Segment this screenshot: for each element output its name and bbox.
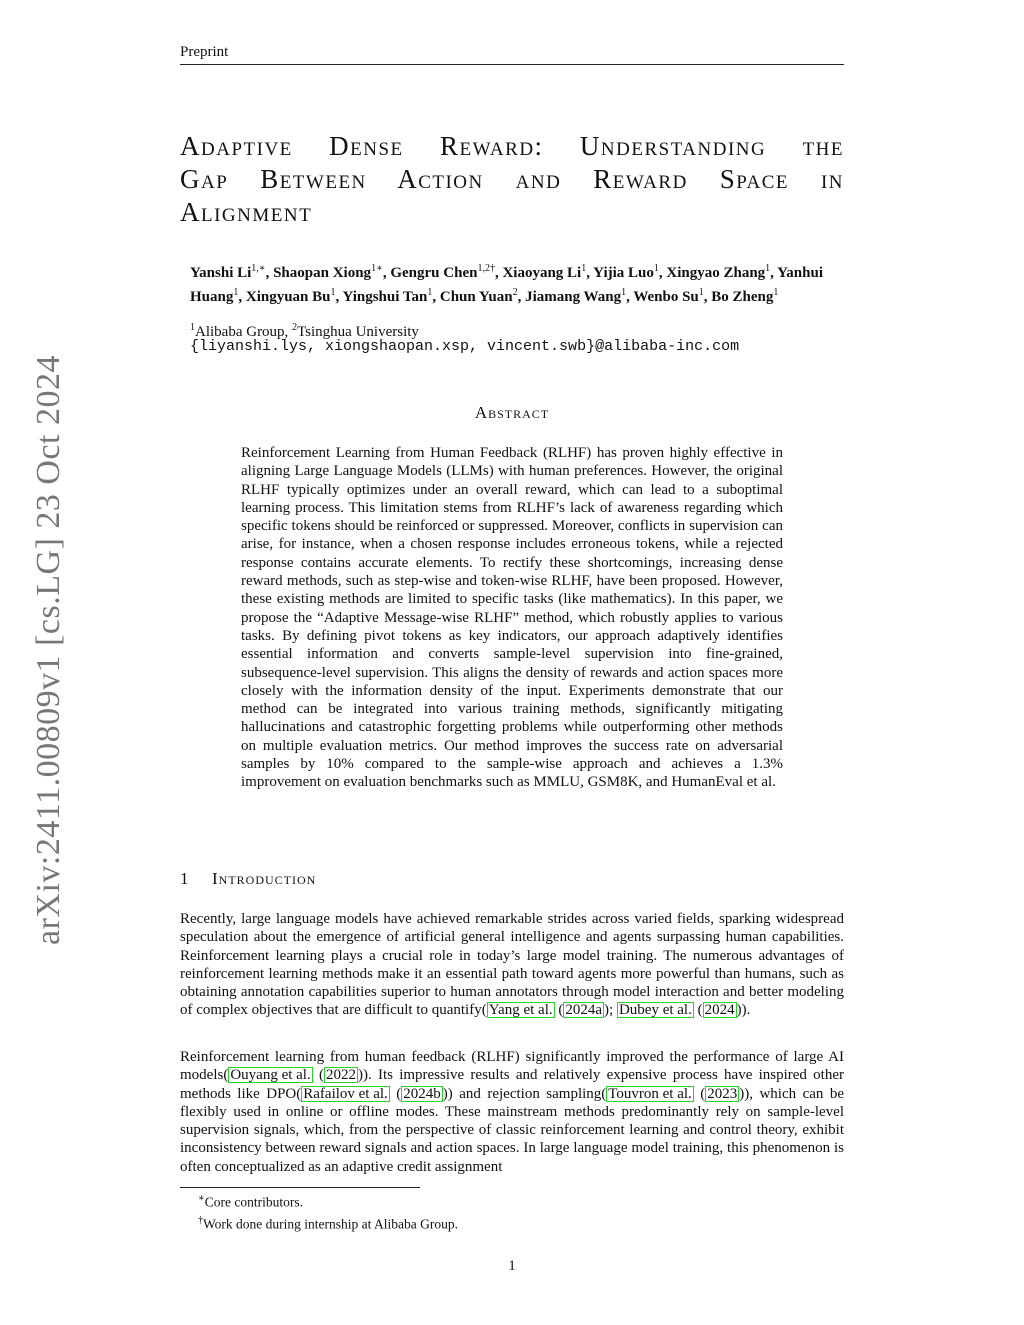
section-title: Introduction (212, 869, 317, 888)
footnote (198, 1212, 838, 1234)
author-separator: , (703, 289, 708, 305)
author-separator: , (335, 289, 340, 305)
author-name: Jiamang Wang (525, 289, 622, 305)
section-number: 1 (180, 869, 190, 888)
author-separator: , (586, 265, 590, 281)
author-separator: , (517, 289, 522, 305)
paragraph-text: )). Its impressive results and relatively expensive process have inspired other methods like DPO( (180, 1067, 844, 1102)
citation-link[interactable]: Rafailov et al. (303, 1085, 388, 1102)
author-affil-mark: 1 (233, 287, 239, 298)
abstract-heading: Abstract (474, 403, 550, 422)
title-line-1: Adaptive Dense Reward: Understanding the (180, 131, 844, 161)
citation-link[interactable]: Dubey et al. (618, 1002, 692, 1019)
author-separator: , (494, 265, 499, 281)
footnote-text: Work done during internship at Alibaba Group. (203, 1216, 458, 1231)
author-email[interactable]: {liyanshi.lys, xiongshaopan.xsp, vincent.swb}@alibaba-inc.com (190, 338, 740, 355)
author-affil-mark: 1 (698, 287, 704, 298)
arxiv-stamp[interactable]: arXiv:2411.00809v1 [cs.LG] 23 Oct 2024 (30, 355, 67, 945)
footnote-rule (180, 1187, 420, 1188)
citation-link[interactable]: 2024a (565, 1002, 603, 1019)
author-separator: , (658, 265, 663, 281)
abstract-text: Reinforcement Learning from Human Feedback (RLHF) has proven highly effective in aligning Large Language Models (LLMs) with human preferences. However, the original RLHF typically optimizes under an overall reward, which can lead to a suboptimal learning process. This limitation stems from RLHF’s lack of awareness regarding which specific tokens should be reinforced or suppressed. Moreover, conflicts in supervision can arise, for instance, when a chosen response includes erroneous tokens, while a rejected response contains accurate elements. To rectify these shortcomings, increasing dense reward methods, such as step-wise and token-wise RLHF, have been proposed. However, these existing methods are limited to specific tasks (like mathematics). In this paper, we propose the “Adaptive Message-wise RLHF” method, which robustly applies to various tasks. By defining pivot tokens as key indicators, our approach adaptively identifies essential information and converts sample-level supervision into fine-grained, subsequence-level supervision. This aligns the density of rewards and action spaces more closely with the information density of the input. Experiments demonstrate that our method can be integrated into various training methods, significantly mitigating hallucinations and catastrophic forgetting problems while outperforming other methods on multiple evaluation metrics. Our method improves the success rate on adversarial samples by 10% compared to the sample-wise approach and achieves a 1.3% improvement on evaluation benchmarks such as MMLU, GSM8K, and HumanEval et al. (241, 445, 783, 791)
author-affil-mark: 1,2† (477, 263, 495, 274)
title-line-2: Gap Between Action and Reward Space in (180, 164, 844, 194)
citation-link[interactable]: 2024b (403, 1085, 441, 1102)
paragraph-text: )), which can be flexibly used in online or offline modes. These mainstream methods predominantly rely on sample-level supervision signals, which, from the perspective of classic reinforcement learning and control theory, exhibit inconsistency between reward signals and action spaces. In large language model training, this phenomenon is often conceptualized as an adaptive credit assignment (180, 1085, 845, 1175)
author-name: Wenbo Su (633, 289, 699, 305)
author-affil-mark: 1 (621, 287, 627, 298)
footnotes (198, 1190, 838, 1233)
author-name: Bo Zheng (711, 289, 774, 305)
affil-sup-1: 1 (190, 322, 195, 333)
footnote (198, 1190, 838, 1212)
citation-link[interactable]: 2022 (325, 1067, 356, 1084)
footnote-text: Core contributors. (204, 1194, 304, 1210)
author-name: Xiaoyang Li (502, 265, 582, 281)
author-name: Yingshui Tan (342, 289, 428, 305)
citation-link[interactable]: 2023 (707, 1085, 738, 1102)
intro-paragraph-1: Recently, large language models have achieved remarkable strides across varied fields, sparking widespread speculation about the emergence of artificial general intelligence and agents surpassing human capabilities. Reinforcement learning plays a crucial role in today’s large model training. The numerous advantages of reinforcement learning methods make it an essential path toward agents more powerful than humans, such as obtaining annotation capabilities superior to human annotators through model interaction and better modeling of complex objectives that are difficult to quantify( Yang et al. ( 2024a ); Dubey et al. ( 2024 )). (180, 911, 844, 1019)
author-separator: , (238, 289, 243, 305)
author-name: Gengru Chen (390, 265, 478, 281)
author-list (190, 259, 850, 307)
author-name: Chun Yuan (439, 289, 513, 305)
author-name: Xingyao Zhang (666, 265, 766, 281)
author-affil-mark: 1 (653, 263, 659, 274)
author-affil-mark: 1∗ (371, 263, 383, 274)
author-name: Yanhui Huang (190, 265, 823, 305)
intro-paragraph-2: Reinforcement learning from human feedback (RLHF) significantly improved the performance of large AI models( Ouyang et al. ( 2022 )). Its impressive results and relatively expensive process have inspired other methods like DPO( Rafailov et al. ( 2024b )) and rejection sampling( Touvron et al. ( 2023 )), which can be flexibly used in online or offline modes. These mainstream methods predominantly rely on sample-level supervision signals, which, from the perspective of classic reinforcement learning and control theory, exhibit inconsistency between reward signals and action spaces. In large language model training, this phenomenon is often conceptualized as an adaptive credit assignment (180, 1049, 845, 1175)
author-separator: , (626, 289, 630, 305)
citation-link[interactable]: 2024 (704, 1002, 735, 1019)
author-separator: , (432, 289, 437, 305)
author-separator: , (770, 265, 774, 281)
citation-link[interactable]: Yang et al. (488, 1002, 553, 1019)
author-affil-mark: 1 (773, 287, 779, 298)
paragraph-text: Recently, large language models have achieved remarkable strides across varied fields, sparking widespread speculation about the emergence of artificial general intelligence and agents surpassing human capabilities. Reinforcement learning plays a crucial role in today’s large model training. The numerous advantages of reinforcement learning methods make it an essential path toward agents more powerful than humans, such as obtaining annotation capabilities superior to human annotators through model interaction and better modeling of complex objectives that are difficult to quantify( (180, 911, 844, 1019)
author-separator: , (382, 265, 387, 281)
author-affil-mark: 1 (330, 287, 336, 298)
footnote-mark: ∗ (198, 1193, 205, 1204)
author-affil-mark: 1 (427, 287, 433, 298)
author-name: Yijia Luo (593, 265, 654, 281)
page-number: 1 (508, 1258, 516, 1274)
author-name: Shaopan Xiong (273, 265, 372, 281)
paper-title (180, 130, 844, 229)
author-affil-mark: 1 (581, 263, 587, 274)
paragraph-text: )) and rejection sampling( (442, 1085, 607, 1102)
author-separator: , (265, 265, 270, 281)
author-name: Xingyuan Bu (245, 289, 331, 305)
footnote-mark: † (198, 1214, 203, 1226)
author-affil-mark: 1,∗ (251, 263, 266, 274)
affil-1: Alibaba Group, (195, 324, 293, 340)
author-affil-mark: 1 (765, 263, 771, 274)
affil-2: Tsinghua University (297, 324, 419, 340)
affil-sup-2: 2 (292, 322, 298, 333)
author-name: Yanshi Li (190, 265, 252, 281)
author-affil-mark: 2 (512, 287, 518, 298)
citation-link[interactable]: Ouyang et al. (230, 1067, 311, 1084)
section-heading-introduction (180, 869, 844, 889)
running-head: Preprint (180, 44, 844, 65)
citation-link[interactable]: Touvron et al. (608, 1085, 692, 1102)
paragraph-text: Reinforcement learning from human feedback (RLHF) significantly improved the performance of large AI models( (180, 1049, 844, 1084)
title-line-3: Alignment (180, 197, 313, 227)
